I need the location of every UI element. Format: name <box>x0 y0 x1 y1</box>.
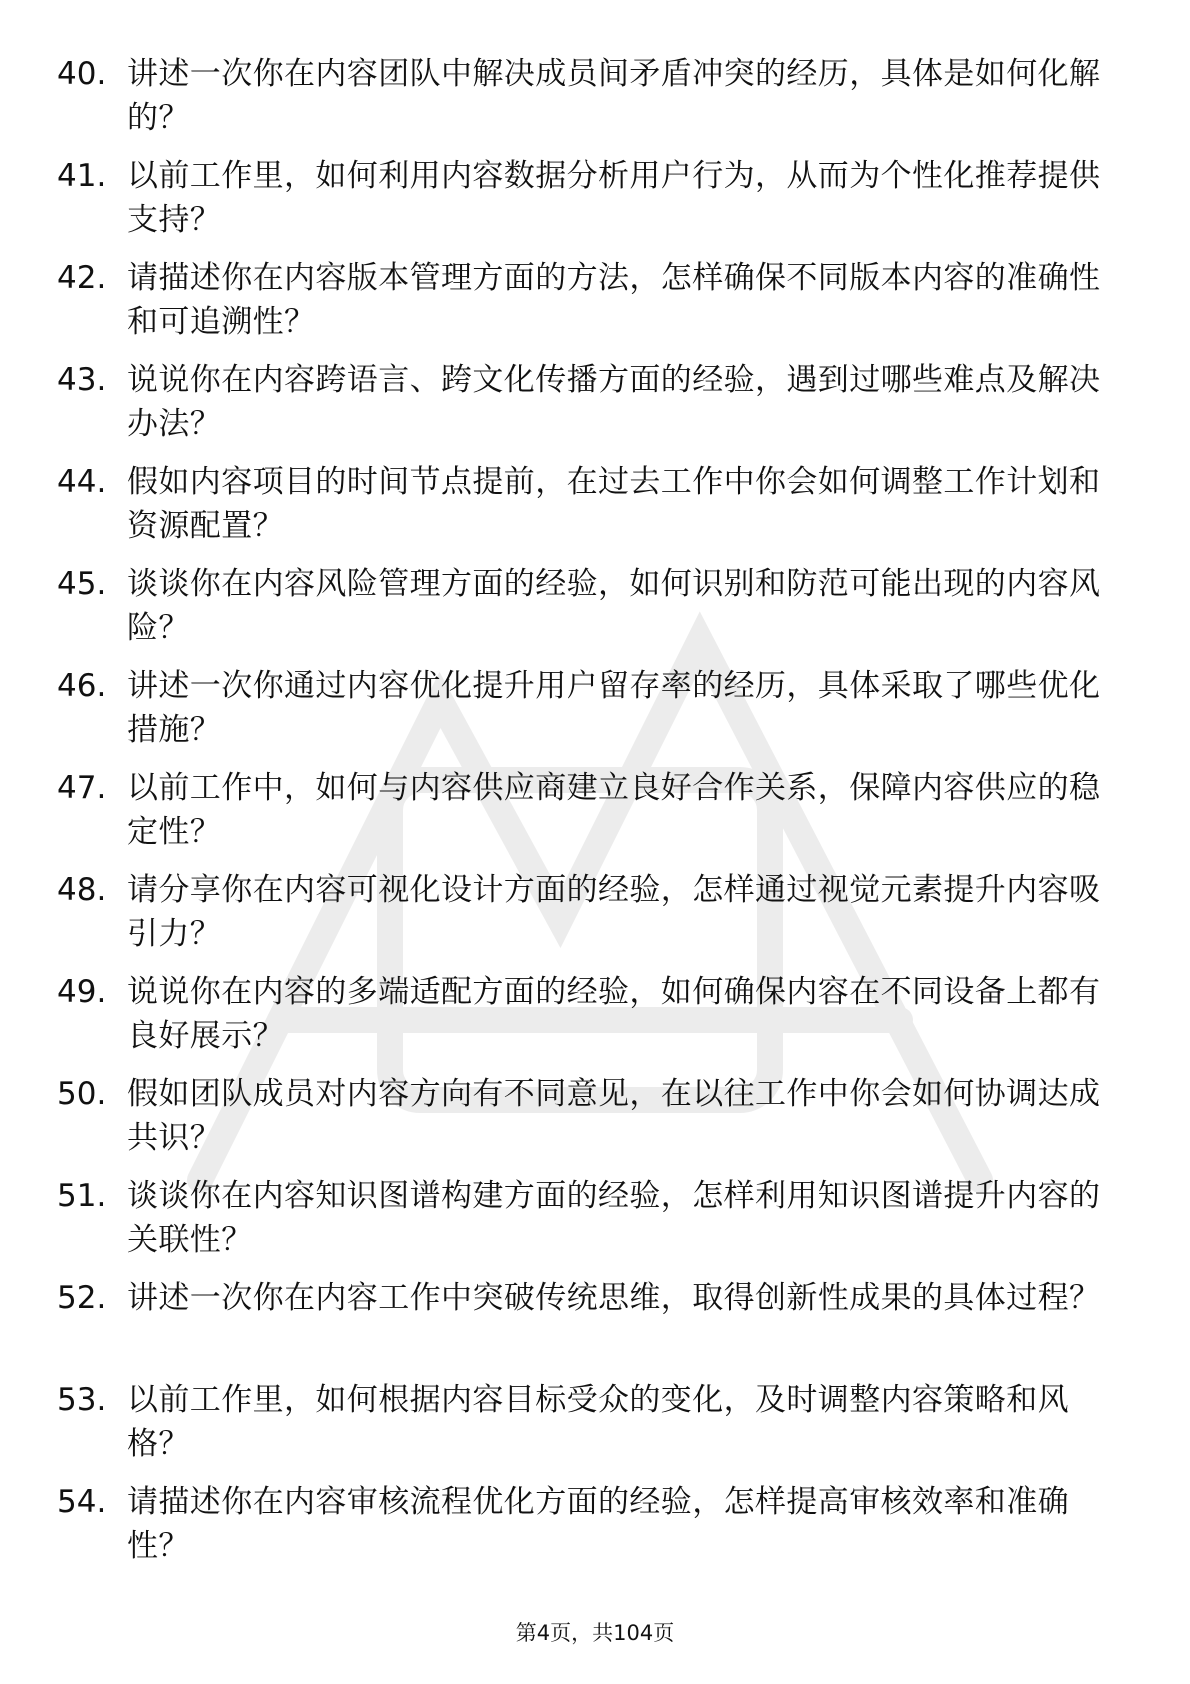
question-number: 46. <box>57 668 107 704</box>
question-number: 54. <box>57 1484 107 1520</box>
question-item <box>57 1072 1127 1174</box>
question-number: 48. <box>57 872 107 908</box>
question-text: 说说你在内容的多端适配方面的经验，如何确保内容在不同设备上都有良好展示？ <box>127 974 1101 1054</box>
question-text: 讲述一次你在内容工作中突破传统思维，取得创新性成果的具体过程？ <box>127 1280 1101 1316</box>
question-text: 以前工作中，如何与内容供应商建立良好合作关系，保障内容供应的稳定性？ <box>127 770 1101 850</box>
question-item <box>57 256 1127 358</box>
question-text: 讲述一次你在内容团队中解决成员间矛盾冲突的经历，具体是如何化解的？ <box>127 56 1101 136</box>
question-number: 43. <box>57 362 107 398</box>
question-number: 40. <box>57 56 107 92</box>
question-number: 42. <box>57 260 107 296</box>
question-list <box>57 52 1127 1582</box>
question-item <box>57 868 1127 970</box>
question-text: 讲述一次你通过内容优化提升用户留存率的经历，具体采取了哪些优化措施？ <box>127 668 1101 748</box>
question-item <box>57 358 1127 460</box>
question-number: 53. <box>57 1382 107 1418</box>
question-item <box>57 154 1127 256</box>
question-item <box>57 460 1127 562</box>
question-number: 44. <box>57 464 107 500</box>
question-text: 请描述你在内容版本管理方面的方法，怎样确保不同版本内容的准确性和可追溯性？ <box>127 260 1101 340</box>
question-item <box>57 1378 1127 1480</box>
question-text: 说说你在内容跨语言、跨文化传播方面的经验，遇到过哪些难点及解决办法？ <box>127 362 1101 442</box>
question-number: 52. <box>57 1280 107 1316</box>
question-item <box>57 1174 1127 1276</box>
question-item <box>57 562 1127 664</box>
question-text: 假如内容项目的时间节点提前，在过去工作中你会如何调整工作计划和资源配置？ <box>127 464 1101 544</box>
question-item <box>57 970 1127 1072</box>
question-item <box>57 52 1127 154</box>
question-number: 47. <box>57 770 107 806</box>
question-text: 谈谈你在内容风险管理方面的经验，如何识别和防范可能出现的内容风险？ <box>127 566 1101 646</box>
question-number: 49. <box>57 974 107 1010</box>
question-text: 请分享你在内容可视化设计方面的经验，怎样通过视觉元素提升内容吸引力？ <box>127 872 1101 952</box>
question-text: 以前工作里，如何根据内容目标受众的变化，及时调整内容策略和风格？ <box>127 1382 1069 1462</box>
question-number: 50. <box>57 1076 107 1112</box>
question-number: 45. <box>57 566 107 602</box>
question-number: 51. <box>57 1178 107 1214</box>
question-text: 以前工作里，如何利用内容数据分析用户行为，从而为个性化推荐提供支持？ <box>127 158 1101 238</box>
question-text: 请描述你在内容审核流程优化方面的经验，怎样提高审核效率和准确性？ <box>127 1484 1069 1564</box>
question-item <box>57 1276 1127 1378</box>
page-footer: 第4页，共104页 <box>515 1621 675 1645</box>
question-number: 41. <box>57 158 107 194</box>
question-text: 假如团队成员对内容方向有不同意见，在以往工作中你会如何协调达成共识？ <box>127 1076 1101 1156</box>
question-item <box>57 1480 1127 1582</box>
question-text: 谈谈你在内容知识图谱构建方面的经验，怎样利用知识图谱提升内容的关联性？ <box>127 1178 1101 1258</box>
question-item <box>57 664 1127 766</box>
question-item <box>57 766 1127 868</box>
